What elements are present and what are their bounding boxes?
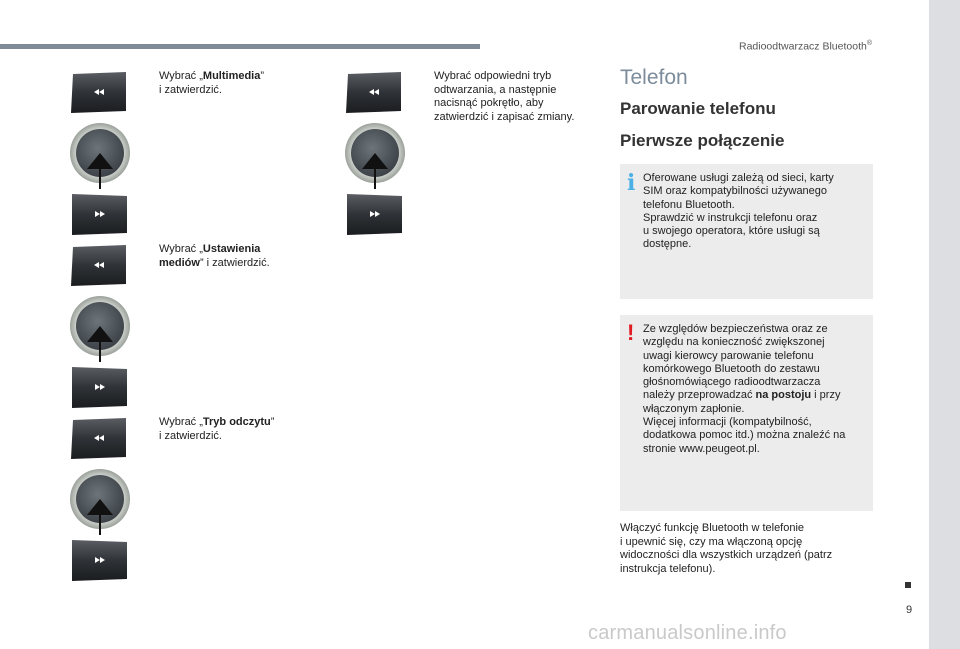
fast-forward-button	[344, 193, 404, 235]
rotary-knob-icon	[68, 296, 132, 362]
step-select-playback-mode: Wybrać „Tryb odczytu” i zatwierdzić.	[159, 416, 275, 442]
page-sidebar	[929, 0, 960, 649]
section-title: Telefon	[620, 66, 688, 89]
step-select-multimedia: Wybrać „Multimedia” i zatwierdzić.	[159, 70, 265, 96]
rewind-icon	[69, 71, 129, 113]
step-select-media-settings: Wybrać „Ustawienia mediów” i zatwierdzić.	[159, 243, 270, 269]
fast-forward-icon	[344, 193, 404, 235]
rewind-icon	[69, 417, 129, 459]
watermark: carmanualsonline.info	[588, 622, 787, 644]
rewind-icon	[69, 244, 129, 286]
rewind-button	[69, 71, 129, 113]
rotary-knob-icon	[343, 123, 407, 189]
rewind-button	[344, 71, 404, 113]
heading-first-connection: Pierwsze połączenie	[620, 131, 785, 150]
header-title: Radioodtwarzacz Bluetooth®	[739, 40, 872, 53]
info-icon: i	[627, 170, 636, 196]
warning-box	[620, 315, 873, 511]
page-number: 9	[906, 604, 913, 616]
fast-forward-icon	[69, 539, 129, 581]
bluetooth-instruction: Włączyć funkcję Bluetooth w telefonie i upewnić się, czy ma włączoną opcję widoczności dla wszystkich urządzeń (patrz instrukcja telefonu).	[620, 522, 833, 575]
fast-forward-button	[69, 193, 129, 235]
rotary-knob-icon	[68, 469, 132, 535]
warning-icon: !	[627, 320, 635, 345]
rewind-icon	[344, 71, 404, 113]
fast-forward-button	[69, 539, 129, 581]
rewind-button	[69, 244, 129, 286]
top-rule	[0, 44, 480, 49]
fast-forward-icon	[69, 193, 129, 235]
continue-marker	[905, 582, 911, 588]
info-text: Oferowane usługi zależą od sieci, karty SIM oraz kompatybilności używanego telefonu Bluetooth. Sprawdzić w instrukcji telefonu oraz u swojego operatora, które usługi są dostępne.	[643, 172, 834, 251]
info-box	[620, 164, 873, 299]
step-choose-mode: Wybrać odpowiedni tryb odtwarzania, a następnie nacisnąć pokrętło, aby zatwierdzić i zapisać zmiany.	[434, 70, 575, 123]
rewind-button	[69, 417, 129, 459]
fast-forward-button	[69, 366, 129, 408]
heading-pairing: Parowanie telefonu	[620, 99, 776, 118]
warning-text: Ze względów bezpieczeństwa oraz ze względu na konieczność zwiększonej uwagi kierowcy parowanie telefonu komórkowego Bluetooth do zestawu głośnomówiącego radioodtwarzacza należy przeprowadzać na postoju i przy włączonym zapłonie. Więcej informacji (kompatybilność, dodatkowa pomoc itd.) można znaleźć na stronie www.peugeot.pl.	[643, 323, 846, 455]
rotary-knob-icon	[68, 123, 132, 189]
fast-forward-icon	[69, 366, 129, 408]
